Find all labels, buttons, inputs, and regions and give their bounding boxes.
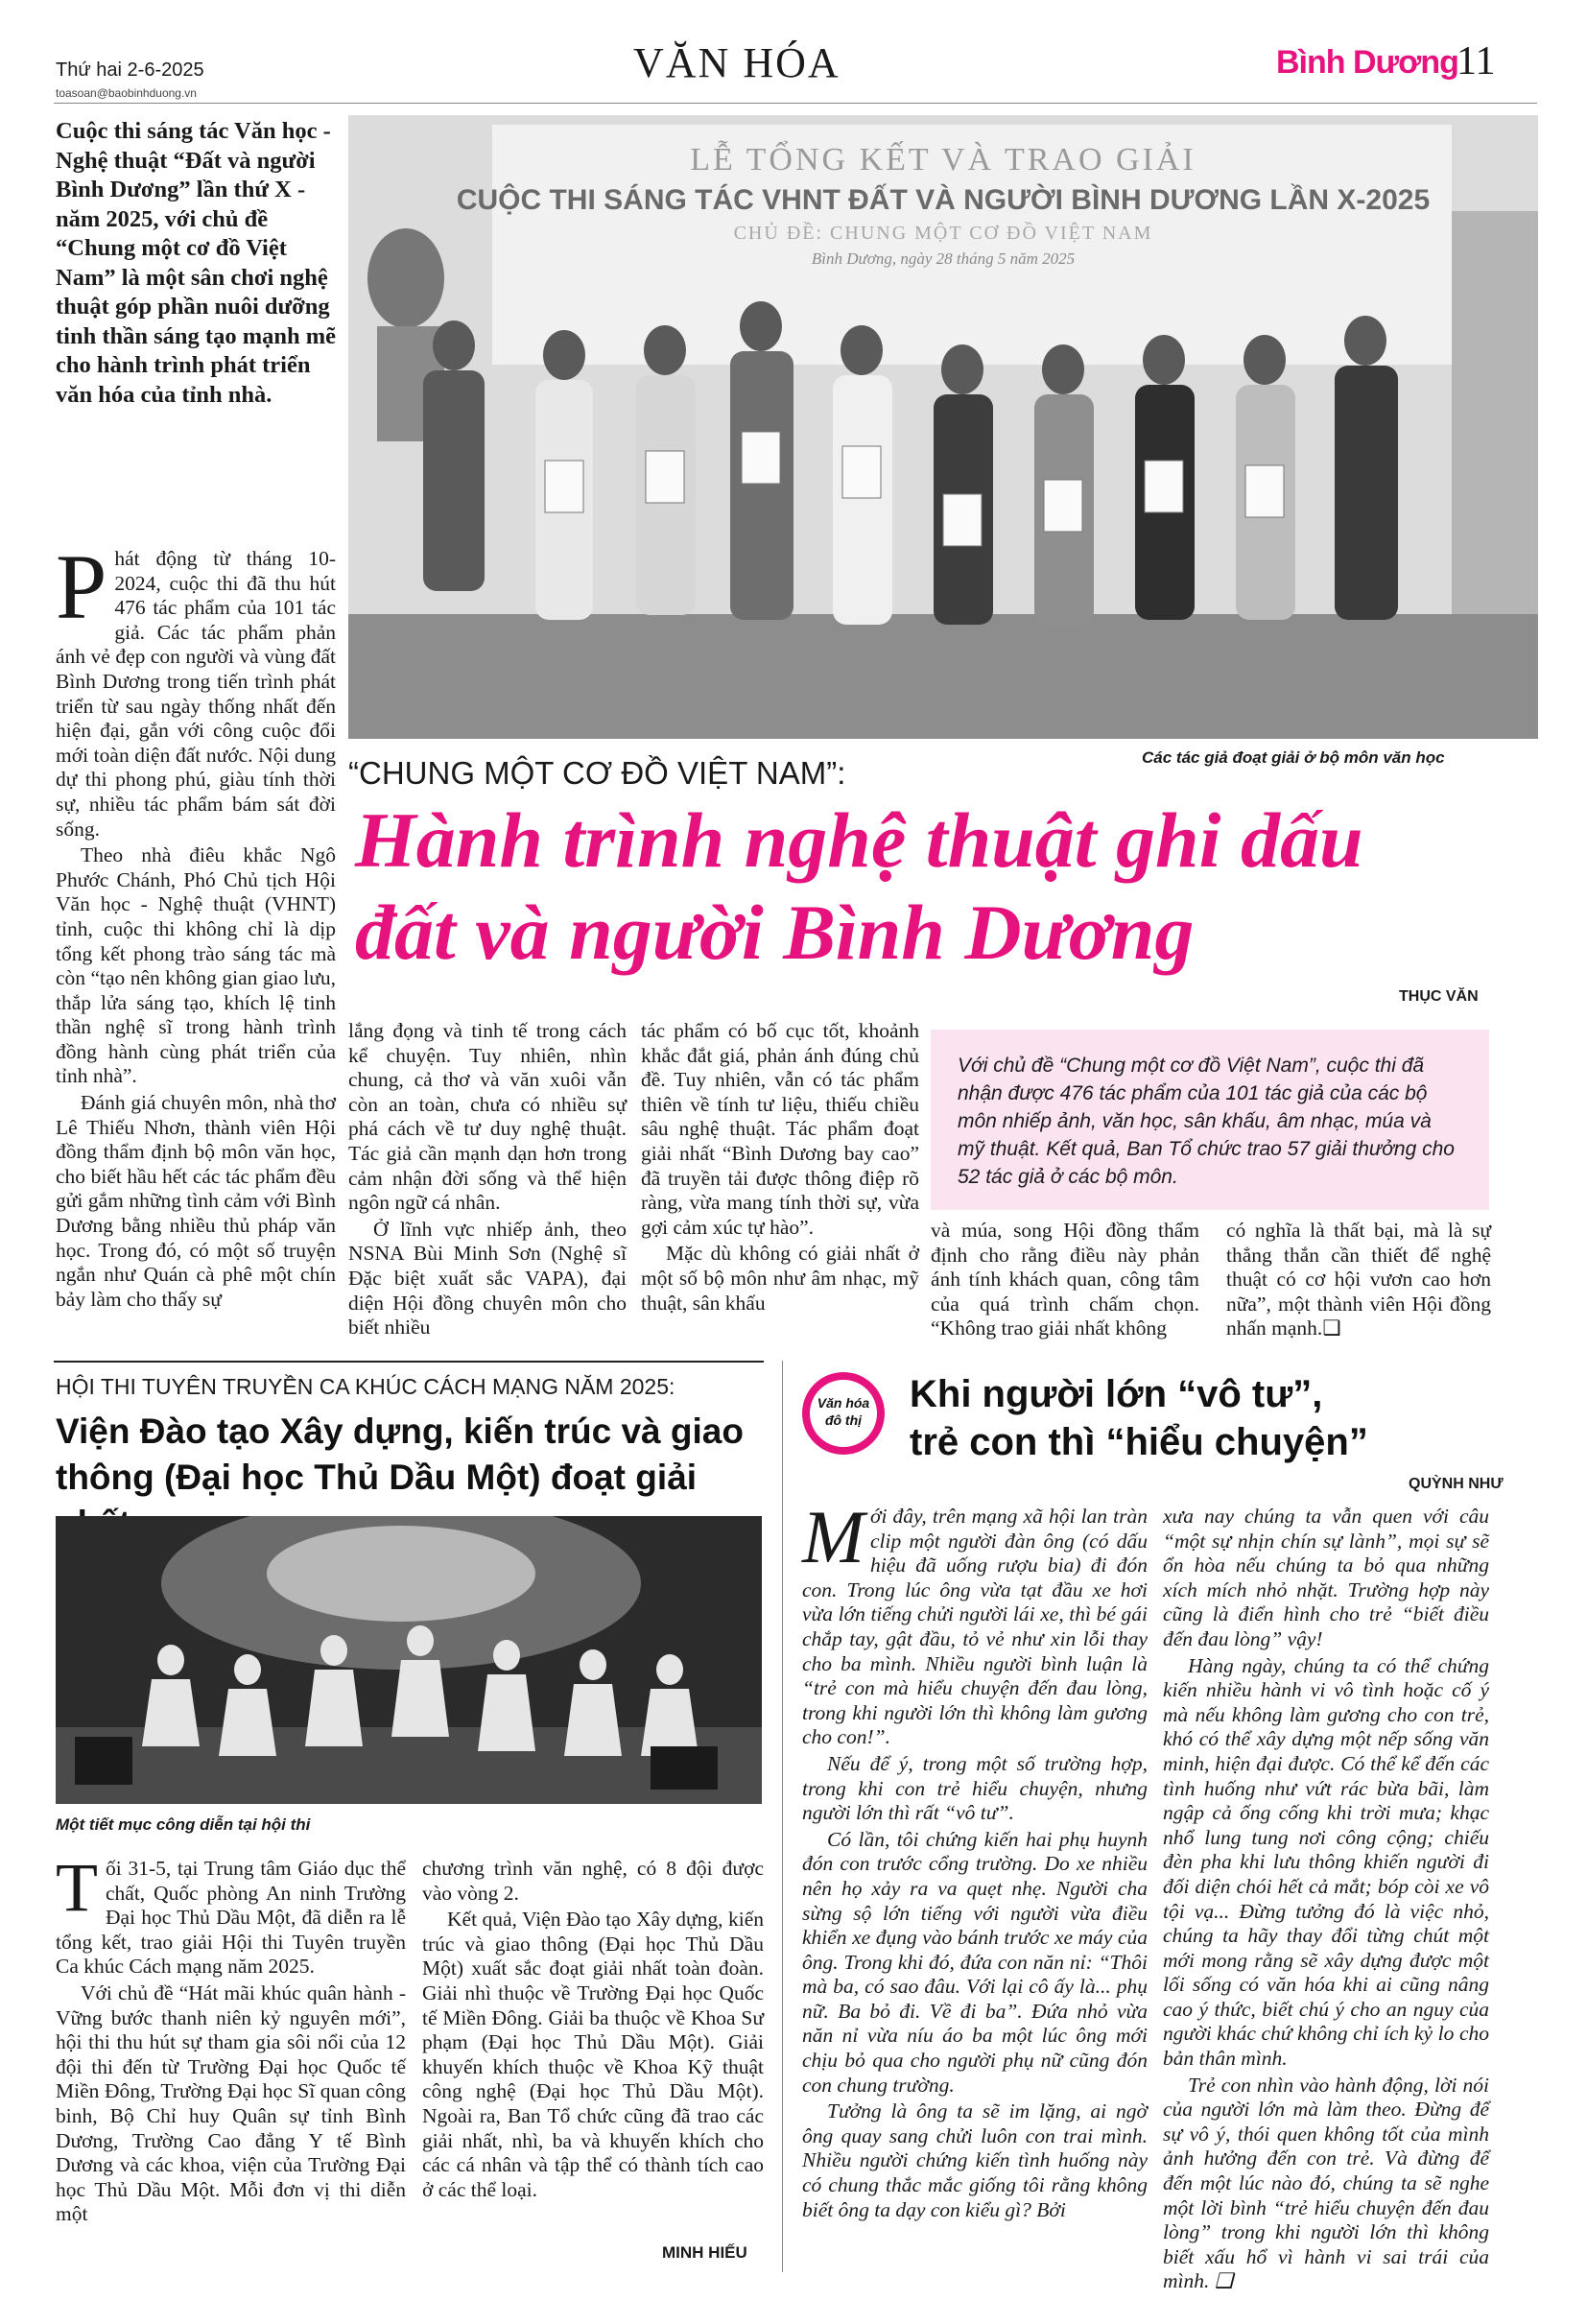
paragraph: Kết quả, Viện Đào tạo Xây dựng, kiến trúc và giao thông (Đại học Thủ Dầu Một) xuất sắc đoạt giải nhất toàn đoàn. Giải nhì thuộc về Trường Đại học Quốc tế Miền Đông. Giải ba thuộc về Khoa Sư phạm (Đại học Thủ Dầu Một). Giải khuyến khích thuộc về Khoa Kỹ thuật công nghệ (Đại học Thủ Dầu Một). Ngoài ra, Ban Tổ chức cũng đã trao các giải nhất, nhì, ba và khuyến khích cho các cá nhân và tập thể có thành tích cao ở các thể loại. bbox=[422, 1908, 764, 2201]
article3-title bbox=[910, 1370, 1543, 1466]
highlight-box bbox=[931, 1030, 1489, 1210]
paragraph: Theo nhà điêu khắc Ngô Phước Chánh, Phó Chủ tịch Hội Văn học - Nghệ thuật (VHNT) tỉnh, cuộc thi không chỉ là dịp tổng kết phong trào sáng tác mà còn “tạo nên không gian giao lưu, thắp lửa sáng tạo, khích lệ tinh thần nghệ sĩ trong hành trình đồng hành cùng phát triển của tỉnh nhà”. bbox=[56, 843, 336, 1088]
header-rule bbox=[54, 103, 1537, 104]
article-byline: THỤC VĂN bbox=[1399, 988, 1479, 1005]
issue-date: Thứ hai 2-6-2025 bbox=[56, 59, 204, 81]
article1-column-4 bbox=[931, 1219, 1199, 1343]
paragraph: Mặc dù không có giải nhất ở một số bộ môn như âm nhạc, mỹ thuật, sân khấu bbox=[641, 1242, 919, 1315]
article3-column-1 bbox=[802, 1495, 1148, 2224]
article-title-line-1: Hành trình nghệ thuật ghi dấu bbox=[355, 796, 1363, 884]
badge-line-2: đô thị bbox=[824, 1412, 863, 1428]
section-title: VĂN HÓA bbox=[633, 39, 841, 86]
badge-line-1: Văn hóa bbox=[817, 1395, 870, 1411]
end-mark: ❑ bbox=[1322, 1316, 1341, 1340]
paragraph: và múa, song Hội đồng thẩm định cho rằng điều này phản ánh tính khách quan, công tâm của quá trình chấm chọn. “Không trao giải nhất không bbox=[931, 1219, 1199, 1340]
article2-column-1 bbox=[56, 1849, 406, 2229]
paragraph: Ở lĩnh vực nhiếp ảnh, theo NSNA Bùi Minh Sơn (Nghệ sĩ Đặc biệt xuất sắc VAPA), đại diện Hội đồng chuyên môn cho biết nhiều bbox=[348, 1217, 627, 1340]
article1-column-5 bbox=[1226, 1219, 1491, 1343]
paragraph: Hàng ngày, chúng ta có thể chứng kiến nhiều hành vi vô tình hoặc cố ý mà nếu không làm gương cho con trẻ, khó có thể xây dựng một nếp sống văn minh, hiện đại được. Có thể kể đến các tình huống như vứt rác bừa bãi, làm ngập cả ống cống khi trời mưa; khạc nhổ lung tung nơi công cộng; chiếu đèn pha khi lưu thông khiến người đi đối diện chói hết cả mắt; bóp còi xe vô tội vạ... Đừng tưởng đó là việc nhỏ, chúng ta hãy thay đổi từng chút một mới mong rằng sẽ xây dựng được một lối sống có văn hóa khi ai cũng nâng cao ý thức, biết chú ý cho an nguy của người khác chứ không chỉ ích kỷ lo cho bản thân mình. bbox=[1163, 1653, 1489, 2071]
end-mark: ❑ bbox=[1214, 2269, 1234, 2293]
paragraph: lắng đọng và tinh tế trong cách kể chuyện. Tuy nhiên, nhìn chung, cả thơ và văn xuôi vẫn còn an toàn, chưa có nhiều sự phá cách về tư duy nghệ thuật. Tác giả cần mạnh dạn hơn trong cảm nhận đời sống và thể hiện ngôn ngữ cá nhân. bbox=[348, 1019, 627, 1215]
newsroom-email: toasoan@baobinhduong.vn bbox=[56, 86, 197, 100]
paragraph: Có lần, tôi chứng kiến hai phụ huynh đón con trước cổng trường. Do xe nhiều nên họ xảy ra va quẹt nhẹ. Người cha sừng sộ lớn tiếng với người vừa điều khiển xe đụng vào bánh trước xe máy của ông. Trong khi đó, đứa con năn nỉ: “Thôi mà ba, có sao đâu. Với lại cô ấy là... phụ nữ. Ba bỏ đi. Về đi ba”. Đứa nhỏ vừa năn nỉ vừa níu áo ba một lúc ông mới chịu bỏ qua cho người phụ nữ cũng đón con chung trường. bbox=[802, 1827, 1148, 2097]
column-divider bbox=[782, 1361, 783, 2272]
banner-line-2: CUỘC THI SÁNG TÁC VHNT ĐẤT VÀ NGƯỜI BÌNH DƯƠNG LẦN X-2025 bbox=[456, 184, 1431, 216]
drop-cap: P bbox=[56, 535, 107, 638]
article-title-line-2: đất và người Bình Dương bbox=[355, 889, 1195, 976]
paragraph: có nghĩa là thất bại, mà là sự thẳng thắn cần thiết để nghệ thuật có cơ hội vươn cao hơn nữa”, một thành viên Hội đồng nhấn mạnh. bbox=[1226, 1219, 1491, 1340]
article1-column-1 bbox=[56, 535, 336, 1314]
article2-kicker: HỘI THI TUYÊN TRUYỀN CA KHÚC CÁCH MẠNG NĂM 2025: bbox=[56, 1374, 675, 1399]
banner-line-3: CHỦ ĐỀ: CHUNG MỘT CƠ ĐỒ VIỆT NAM bbox=[733, 223, 1153, 244]
article3-title-line-1: Khi người lớn “vô tư”, bbox=[910, 1373, 1323, 1415]
article3-byline: QUỲNH NHƯ bbox=[1409, 1476, 1504, 1492]
paragraph: Đánh giá chuyên môn, nhà thơ Lê Thiếu Nhơn, thành viên Hội đồng thẩm định bộ môn văn học, cho biết hầu hết các tác phẩm đều gửi gắm những tình cảm với Bình Dương bằng nhiều thủ pháp văn học. Trong đó, có một số truyện ngắn như Quán cà phê một chín bảy làm cho thấy sự bbox=[56, 1091, 336, 1311]
page-number: 11 bbox=[1457, 39, 1496, 83]
article2-photo-caption: Một tiết mục công diễn tại hội thi bbox=[56, 1815, 311, 1834]
award-ceremony-photo bbox=[348, 115, 1538, 739]
banner-line-1: LỄ TỔNG KẾT VÀ TRAO GIẢI bbox=[690, 142, 1196, 178]
drop-cap: T bbox=[56, 1849, 98, 1926]
paragraph: chương trình văn nghệ, có 8 đội được vào vòng 2. bbox=[422, 1857, 764, 1905]
masthead-brand: Bình Dương bbox=[1276, 44, 1458, 81]
paragraph: tác phẩm có bố cục tốt, khoảnh khắc đắt giá, phản ánh đúng chủ đề. Tuy nhiên, vẫn có tác phẩm thiên về tính tư liệu, thiếu chiều sâu nghệ thuật. Tác phẩm đoạt giải nhất “Bình Dương bay cao” đã truyền tải được thông điệp rõ ràng, vừa mang tính thời sự, vừa gợi cảm xúc tự hào”. bbox=[641, 1019, 919, 1239]
article2-byline: MINH HIẾU bbox=[662, 2243, 747, 2262]
urban-culture-badge bbox=[802, 1372, 885, 1455]
article1-column-3 bbox=[641, 1019, 919, 1317]
paragraph: ới đây, trên mạng xã hội lan tràn clip một người đàn ông (có dấu hiệu đã uống rượu bia) đi đón con. Trong lúc ông vừa tạt đầu xe hơi vừa lớn tiếng chửi người lái xe, thì bé gái chắp tay, gật đầu, tỏ vẻ như xin lỗi thay cho ba mình. Nhiều người bình luận là “trẻ con mà hiểu chuyện đến đau lòng, trong khi người lớn thì không làm gương cho con!”. bbox=[802, 1505, 1148, 1749]
article3-title-line-2: trẻ con thì “hiểu chuyện” bbox=[910, 1421, 1368, 1463]
paragraph: Nếu để ý, trong một số trường hợp, trong khi con trẻ hiểu chuyện, nhưng người lớn thì rất “vô tư”. bbox=[802, 1751, 1148, 1825]
article3-column-2 bbox=[1163, 1505, 1489, 2296]
article1-column-2 bbox=[348, 1019, 627, 1342]
paragraph: Tưởng là ông ta sẽ im lặng, ai ngờ ông quay sang chửi luôn con trai mình. Nhiều người chứng kiến tình huống này có chung thắc mắc giống tôi rằng không biết ông ta dạy con kiểu gì? Bởi bbox=[802, 2099, 1148, 2221]
article2-title-line-2: thông (Đại học Thủ Dầu Một) đoạt giải bbox=[56, 1458, 697, 1497]
stage-scene bbox=[56, 1516, 762, 1804]
article-title bbox=[355, 794, 1545, 979]
paragraph: Trẻ con nhìn vào hành động, lời nói của người lớn mà làm theo. Đừng để sự vô ý, thói quen không tốt của mình ảnh hưởng đến con trẻ. Và đừng để đến một lúc nào đó, chúng ta sẽ nghe một lời bình “trẻ hiểu chuyện đến đau lòng” trong khi người lớn thì không biết xấu hổ vì hành vi sai trái của mình. bbox=[1163, 2073, 1489, 2293]
section-divider bbox=[54, 1361, 764, 1363]
article2-title-line-1: Viện Đào tạo Xây dựng, kiến trúc và giao bbox=[56, 1411, 744, 1451]
banner-line-4: Bình Dương, ngày 28 tháng 5 năm 2025 bbox=[811, 249, 1076, 268]
paragraph: Với chủ đề “Hát mãi khúc quân hành - Vững bước thanh niên kỷ nguyên mới”, hội thi thu hút sự tham gia sôi nổi của 12 đội thi đến từ Trường Đại học Quốc tế Miền Đông, Trường Đại học Sĩ quan công binh, Bộ Chỉ huy Quân sự tỉnh Bình Dương, Trường Cao đẳng Y tế Bình Dương và các khoa, viện của Trường Đại học Thủ Dầu Một. Mỗi đơn vị thi diễn một bbox=[56, 1980, 406, 2226]
article2-column-2 bbox=[422, 1857, 764, 2204]
paragraph: ối 31-5, tại Trung tâm Giáo dục thể chất, Quốc phòng An ninh Trường Đại học Thủ Dầu Một, đã diễn ra lễ tổng kết, trao giải Hội thi Tuyên truyền Ca khúc Cách mạng năm 2025. bbox=[56, 1857, 406, 1979]
highlight-text: Với chủ đề “Chung một cơ đồ Việt Nam”, cuộc thi đã nhận được 476 tác phẩm của 101 tác giả của các bộ môn nhiếp ảnh, văn học, sân khấu, âm nhạc, múa và mỹ thuật. Kết quả, Ban Tổ chức trao 57 giải thưởng cho 52 tác giả ở các bộ môn. bbox=[958, 1055, 1455, 1188]
paragraph: xưa nay chúng ta vẫn quen với câu “một sự nhịn chín sự lành”, mọi sự sẽ ổn hòa nếu chúng ta bỏ qua những xích mích nhỏ nhặt. Trường hợp này cũng là điển hình cho trẻ “biết điều đến đau lòng” vậy! bbox=[1163, 1505, 1489, 1650]
lead-paragraph: Cuộc thi sáng tác Văn học - Nghệ thuật “Đất và người Bình Dương” lần thứ X - năm 2025, với chủ đề “Chung một cơ đồ Việt Nam” là một sân chơi nghệ thuật góp phần nuôi dưỡng tinh thần sáng tạo mạnh mẽ cho hành trình phát triển văn hóa của tỉnh nhà. bbox=[56, 118, 337, 408]
photo-caption: Các tác giả đoạt giải ở bộ môn văn học bbox=[1142, 748, 1445, 767]
paragraph: hát động từ tháng 10-2024, cuộc thi đã thu hút 476 tác phẩm của 101 tác giả. Các tác phẩm phản ánh vẻ đẹp con người và vùng đất Bình Dương trong tiến trình phát triển từ sau ngày thống nhất đến hiện đại, gắn với công cuộc đổi mới toàn diện đất nước. Nội dung dự thi phong phú, giàu tính thời sự, nhiều tác phẩm bám sát đời sống. bbox=[56, 547, 336, 841]
performance-photo bbox=[56, 1516, 762, 1804]
article-kicker: “CHUNG MỘT CƠ ĐỒ VIỆT NAM”: bbox=[348, 755, 846, 791]
drop-cap: M bbox=[802, 1495, 865, 1578]
